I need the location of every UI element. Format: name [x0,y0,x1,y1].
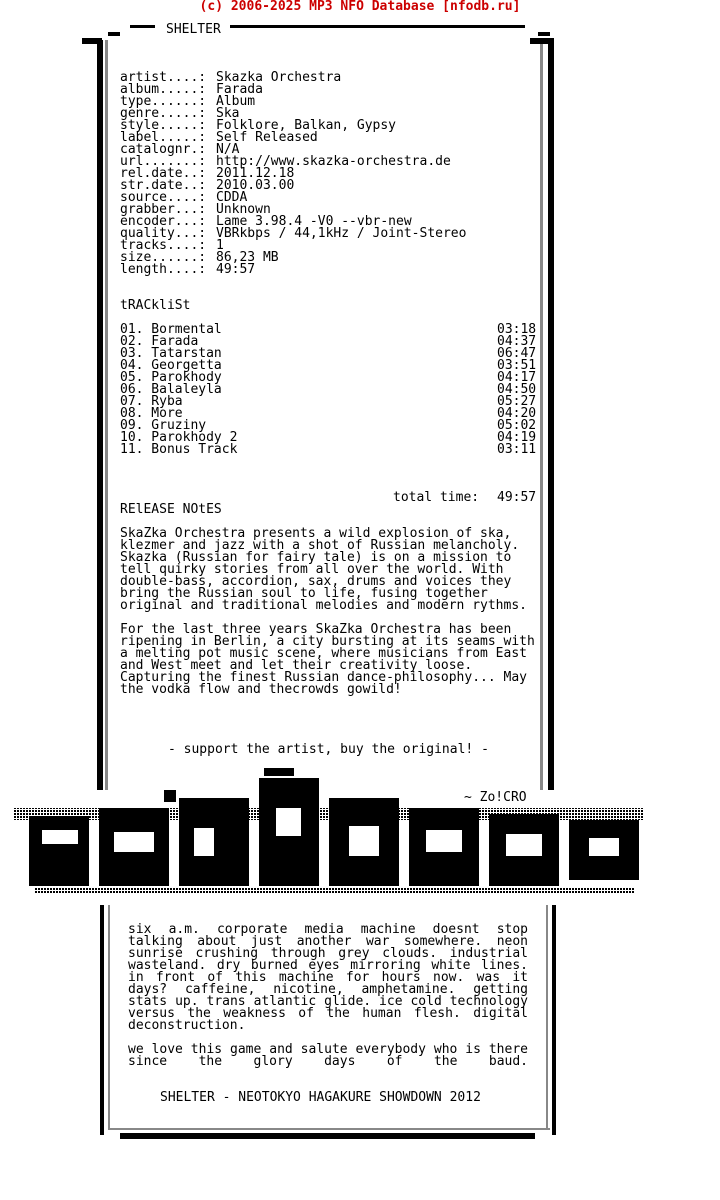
info-key: label.....: [120,130,207,145]
track-name: 02. Farada [120,334,199,349]
track-time: 03:11 [497,442,537,457]
track-name: 07. Ryba [120,394,183,409]
info-value: Skazka Orchestra [216,70,342,85]
info-value: Ska [216,106,240,121]
frame-title: SHELTER [160,22,227,37]
track-name: 08. More [120,406,183,421]
release-notes-paragraph-2: For the last three years SkaZka Orchestra has been ripening in Berlin, a city bursting at its seams with a melting pot music scene, where musicians from East and West meet and let their creativity loose. Capturing the finest Russian dance-philosophy... May the vodka flow and thecrowds gowild! [120,622,535,697]
info-key: quality...: [120,226,207,241]
info-key: grabber...: [120,202,207,217]
track-name: 01. Bormental [120,322,222,337]
info-value: Album [216,94,256,109]
artist-signature: ~ Zo!CRO [464,790,527,805]
info-key: str.date..: [120,178,207,193]
info-key: style.....: [120,118,207,133]
info-value: 49:57 [216,262,256,277]
site-header: (c) 2006-2025 MP3 NFO Database [nfodb.ru] [199,0,521,14]
shelter-logo [14,768,644,898]
support-line: - support the artist, buy the original! - [168,742,489,757]
track-time: 03:18 [497,322,537,337]
info-value: Farada [216,82,263,97]
track-time: 04:17 [497,370,537,385]
info-key: encoder...: [120,214,207,229]
info-key: size......: [120,250,207,265]
track-time: 04:20 [497,406,537,421]
lower-paragraph-1: six a.m. corporate media machine doesnt stop talking about just another war somewhere. neon sunrise crushing through grey clouds. industrial wasteland. dry burned eyes mirroring white lines. in front of this machine for hours now. was it days? caffeine, nicotine, amphetamine. getting stats up. trans atlantic glide. ice cold technology versus the weakness of the human flesh. digital deconstruction. [128,922,528,1033]
track-time: 05:27 [497,394,537,409]
track-time: 04:50 [497,382,537,397]
track-time: 04:19 [497,430,537,445]
info-value: Self Released [216,130,318,145]
footer-line: SHELTER - NEOTOKYO HAGAKURE SHOWDOWN 2012 [160,1090,481,1105]
info-value: Lame 3.98.4 -V0 --vbr-new [216,214,412,229]
track-row [120,444,540,456]
info-value: VBRkbps / 44,1kHz / Joint-Stereo [216,226,467,241]
info-value: 1 [216,238,224,253]
info-key: genre.....: [120,106,207,121]
track-time: 04:37 [497,334,537,349]
info-value: 86,23 MB [216,250,279,265]
info-value: Folklore, Balkan, Gypsy [216,118,397,133]
track-name: 04. Georgetta [120,358,222,373]
track-name: 05. Parokhody [120,370,222,385]
info-value: Unknown [216,202,271,217]
info-value: http://www.skazka-orchestra.de [216,154,451,169]
info-key: type......: [120,94,207,109]
total-time-label: total time: [393,490,480,505]
info-value: 2010.03.00 [216,178,295,193]
track-name: 03. Tatarstan [120,346,222,361]
track-name: 09. Gruziny [120,418,207,433]
info-key: source....: [120,190,207,205]
info-key: url.......: [120,154,207,169]
release-notes-paragraph-1: SkaZka Orchestra presents a wild explosion of ska, klezmer and jazz with a shot of Russian melancholy. Skazka (Russian for fairy tale) is on a mission to tell quirky stories from all over the world. With double-bass, accordion, sax, drums and voices they bring the Russian soul to life, fusing together original and traditional melodies and modern rythms. [120,526,527,613]
info-key: length....: [120,262,207,277]
info-key: rel.date..: [120,166,207,181]
info-key: artist....: [120,70,207,85]
track-row [120,396,540,408]
track-row [120,384,540,396]
info-value: 2011.12.18 [216,166,295,181]
info-key: tracks....: [120,238,207,253]
track-time: 06:47 [497,346,537,361]
info-value: N/A [216,142,240,157]
track-time: 03:51 [497,358,537,373]
track-name: 10. Parokhody 2 [120,430,238,445]
track-name: 11. Bonus Track [120,442,238,457]
track-time: 05:02 [497,418,537,433]
lower-paragraph-2: we love this game and salute everybody who is there since the glory days of the baud. [128,1042,528,1069]
total-time-value: 49:57 [497,490,537,505]
info-value: CDDA [216,190,248,205]
info-key: catalognr.: [120,142,207,157]
info-key: album.....: [120,82,207,97]
tracklist [120,324,540,456]
track-name: 06. Balaleyla [120,382,222,397]
tracklist-heading: tRACkliSt [120,298,191,313]
release-notes-heading: RElEASE NOtES [120,502,222,517]
